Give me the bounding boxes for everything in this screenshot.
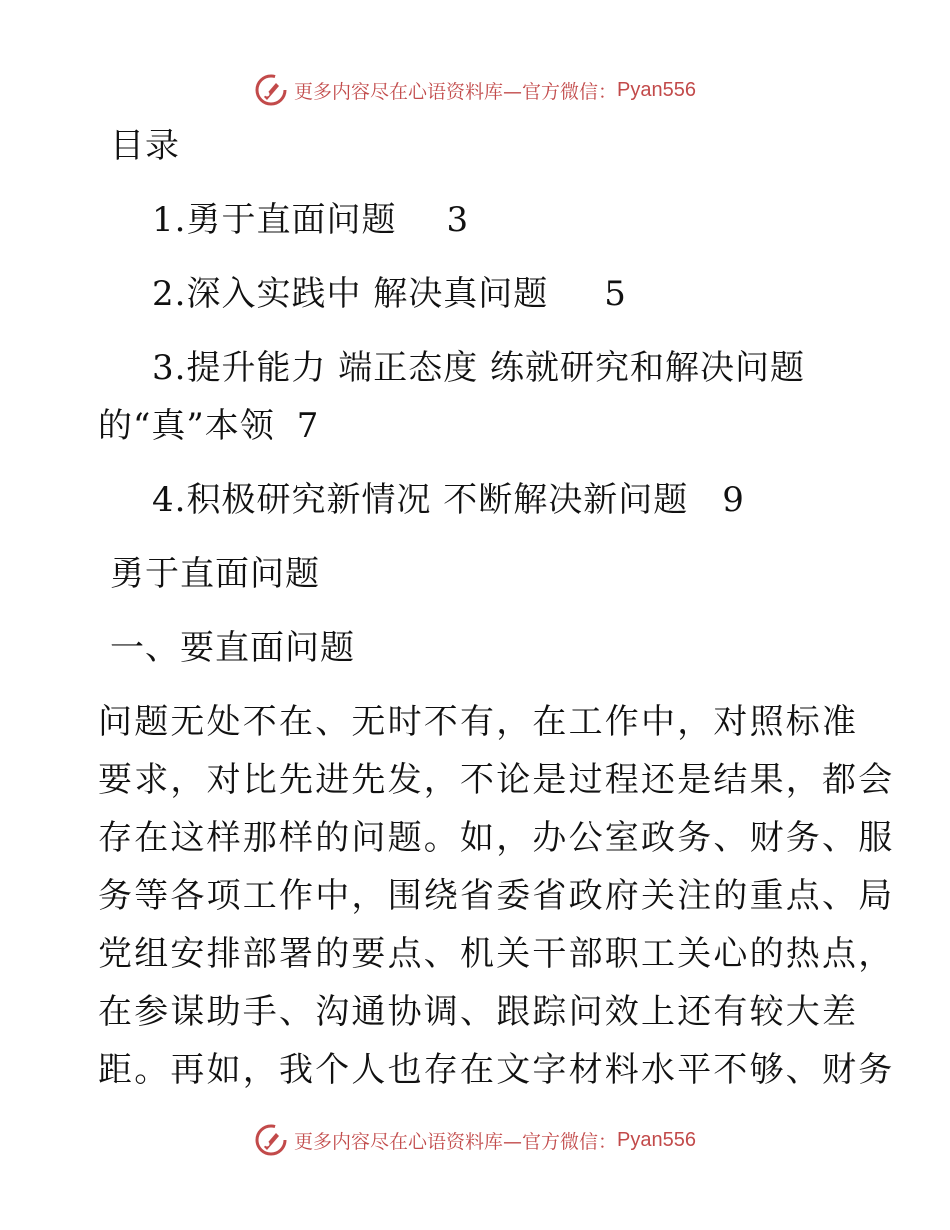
toc-item-label: 4.积极研究新情况 不断解决新问题 — [152, 480, 689, 520]
toc-item-3 — [152, 348, 805, 388]
watermark-text: 更多内容尽在心语资料库—官方微信： — [294, 80, 618, 103]
watermark-wechat-id: Pyan556 — [617, 1128, 696, 1151]
toc-item-4 — [152, 480, 745, 520]
toc-item-page: 5 — [604, 274, 627, 314]
paragraph-line: 存在这样那样的问题。如，办公室政务、财务、服 — [98, 818, 895, 858]
toc-item-1 — [152, 200, 469, 240]
body-paragraph — [98, 700, 895, 1106]
paragraph-line: 距。再如，我个人也存在文字材料水平不够、财务 — [98, 1050, 895, 1090]
paragraph-line: 在参谋助手、沟通协调、跟踪问效上还有较大差 — [98, 992, 859, 1032]
toc-item-label: 1.勇于直面问题 — [152, 200, 397, 240]
toc-item-label: 3.提升能力 端正态度 练就研究和解决问题 — [152, 348, 806, 388]
watermark-text: 更多内容尽在心语资料库—官方微信： — [294, 1130, 618, 1153]
toc-item-page: 3 — [446, 200, 470, 240]
paragraph-line: 党组安排部署的要点、机关干部职工关心的热点， — [98, 934, 895, 974]
paragraph-line: 务等各项工作中，围绕省委省政府关注的重点、局 — [98, 876, 895, 916]
toc-item-label: 的“真”本领 — [98, 406, 275, 446]
paragraph-line: 要求，对比先进先发，不论是过程还是结果，都会 — [98, 760, 895, 800]
pen-circle-logo-icon — [254, 1123, 288, 1157]
header-watermark — [0, 68, 950, 112]
toc-item-2 — [152, 274, 627, 314]
toc-item-3-continued — [98, 406, 319, 446]
paragraph-line: 问题无处不在、无时不有，在工作中，对照标准 — [98, 702, 859, 742]
toc-item-page: 7 — [296, 406, 320, 446]
section-title: 勇于直面问题 — [110, 554, 320, 594]
toc-title: 目录 — [110, 126, 180, 166]
footer-watermark — [0, 1118, 950, 1162]
pen-circle-logo-icon — [254, 73, 288, 107]
section-subtitle: 一、要直面问题 — [110, 628, 355, 668]
watermark-wechat-id: Pyan556 — [617, 78, 696, 101]
toc-item-label: 2.深入实践中 解决真问题 — [152, 274, 549, 314]
toc-item-page: 9 — [722, 480, 745, 520]
